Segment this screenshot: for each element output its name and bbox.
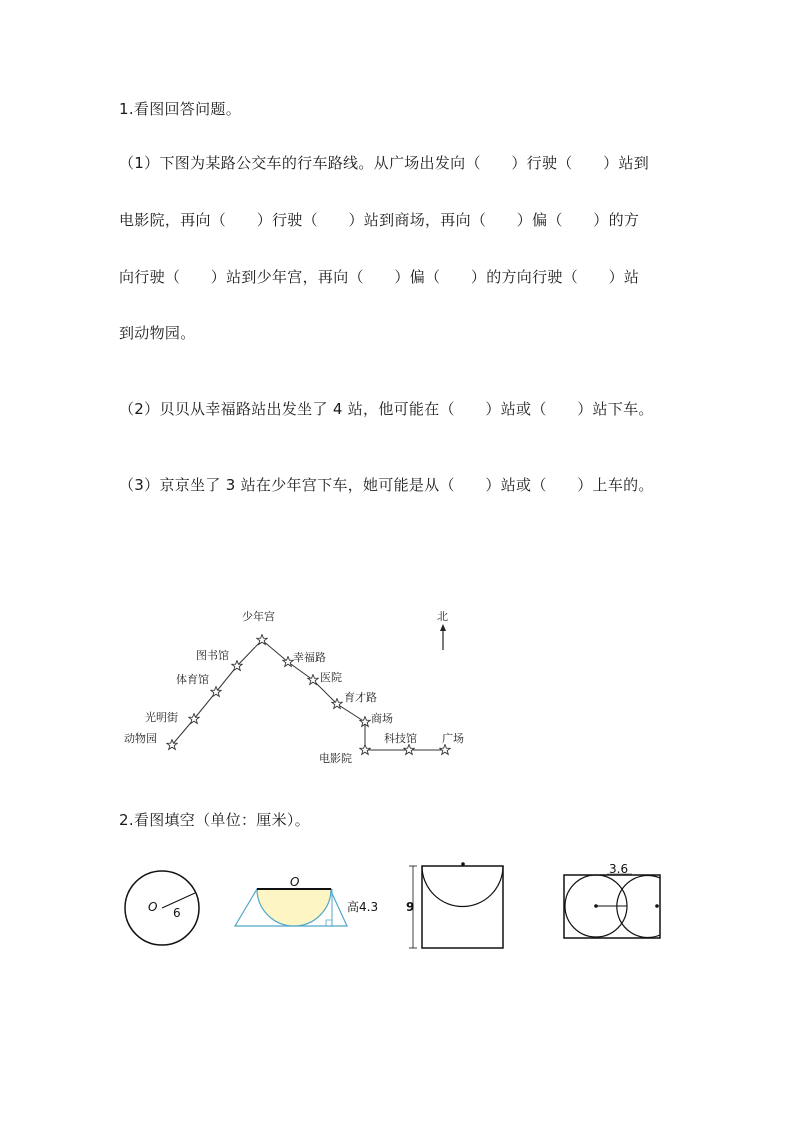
q1-part3: （3）京京坐了 3 站在少年宫下车，她可能是从（ ）站或（ ）上车的。 (119, 476, 654, 494)
label-yucailu: 育才路 (344, 691, 377, 704)
label-xingfulu: 幸福路 (293, 651, 326, 664)
label-shaoniangong: 少年宫 (242, 610, 275, 623)
label-tushuguan: 图书馆 (196, 649, 229, 662)
q1-part1-line4: 到动物园。 (119, 324, 196, 342)
q1-part1-line2: 电影院，再向（ ）行驶（ ）站到商场，再向（ ）偏（ ）的方 (119, 211, 640, 229)
q2-title: 2.看图填空（单位：厘米）。 (119, 811, 311, 829)
fig4-top-label: 3.6 (609, 862, 629, 876)
label-dongwuyuan: 动物园 (124, 732, 157, 745)
fig2-right-angle (326, 920, 332, 926)
label-keji: 科技馆 (384, 732, 417, 745)
fig1-center-label: O (148, 900, 158, 914)
fig4-center-dot-right (655, 904, 659, 908)
label-dianyingyuan: 电影院 (319, 752, 352, 765)
fig2-semicircle (257, 889, 331, 926)
label-guangmingjie: 光明街 (145, 711, 178, 724)
label-yiyuan: 医院 (320, 671, 342, 684)
fig1-radius-label: 6 (173, 906, 181, 920)
fig2-center-label: O (290, 875, 300, 889)
q1-title: 1.看图回答问题。 (119, 100, 242, 118)
fig3-center-dot (461, 862, 465, 866)
q1-part1-line3: 向行驶（ ）站到少年宫，再向（ ）偏（ ）的方向行驶（ ）站 (119, 268, 640, 286)
label-tiyuguan: 体育馆 (176, 673, 209, 686)
label-shangchang: 商场 (371, 712, 393, 725)
fig2-height-label: 高4.3 (347, 900, 379, 914)
q1-part1-line1: （1）下图为某路公交车的行车路线。从广场出发向（ ）行驶（ ）站到 (119, 154, 650, 172)
figure-circle (125, 871, 199, 945)
fig4-center-dot-left (594, 904, 598, 908)
label-guangchang: 广场 (442, 732, 464, 745)
q1-part2: （2）贝贝从幸福路站出发坐了 4 站，他可能在（ ）站或（ ）站下车。 (119, 400, 654, 418)
fig3-semicircle (422, 866, 503, 907)
fig3-side-label: 9 (406, 900, 415, 914)
north-label: 北 (437, 610, 448, 623)
figure-trapezoid-semicircle (235, 875, 378, 926)
figure-square-semicircle (406, 862, 503, 948)
figure-rectangle-circles (564, 862, 660, 938)
